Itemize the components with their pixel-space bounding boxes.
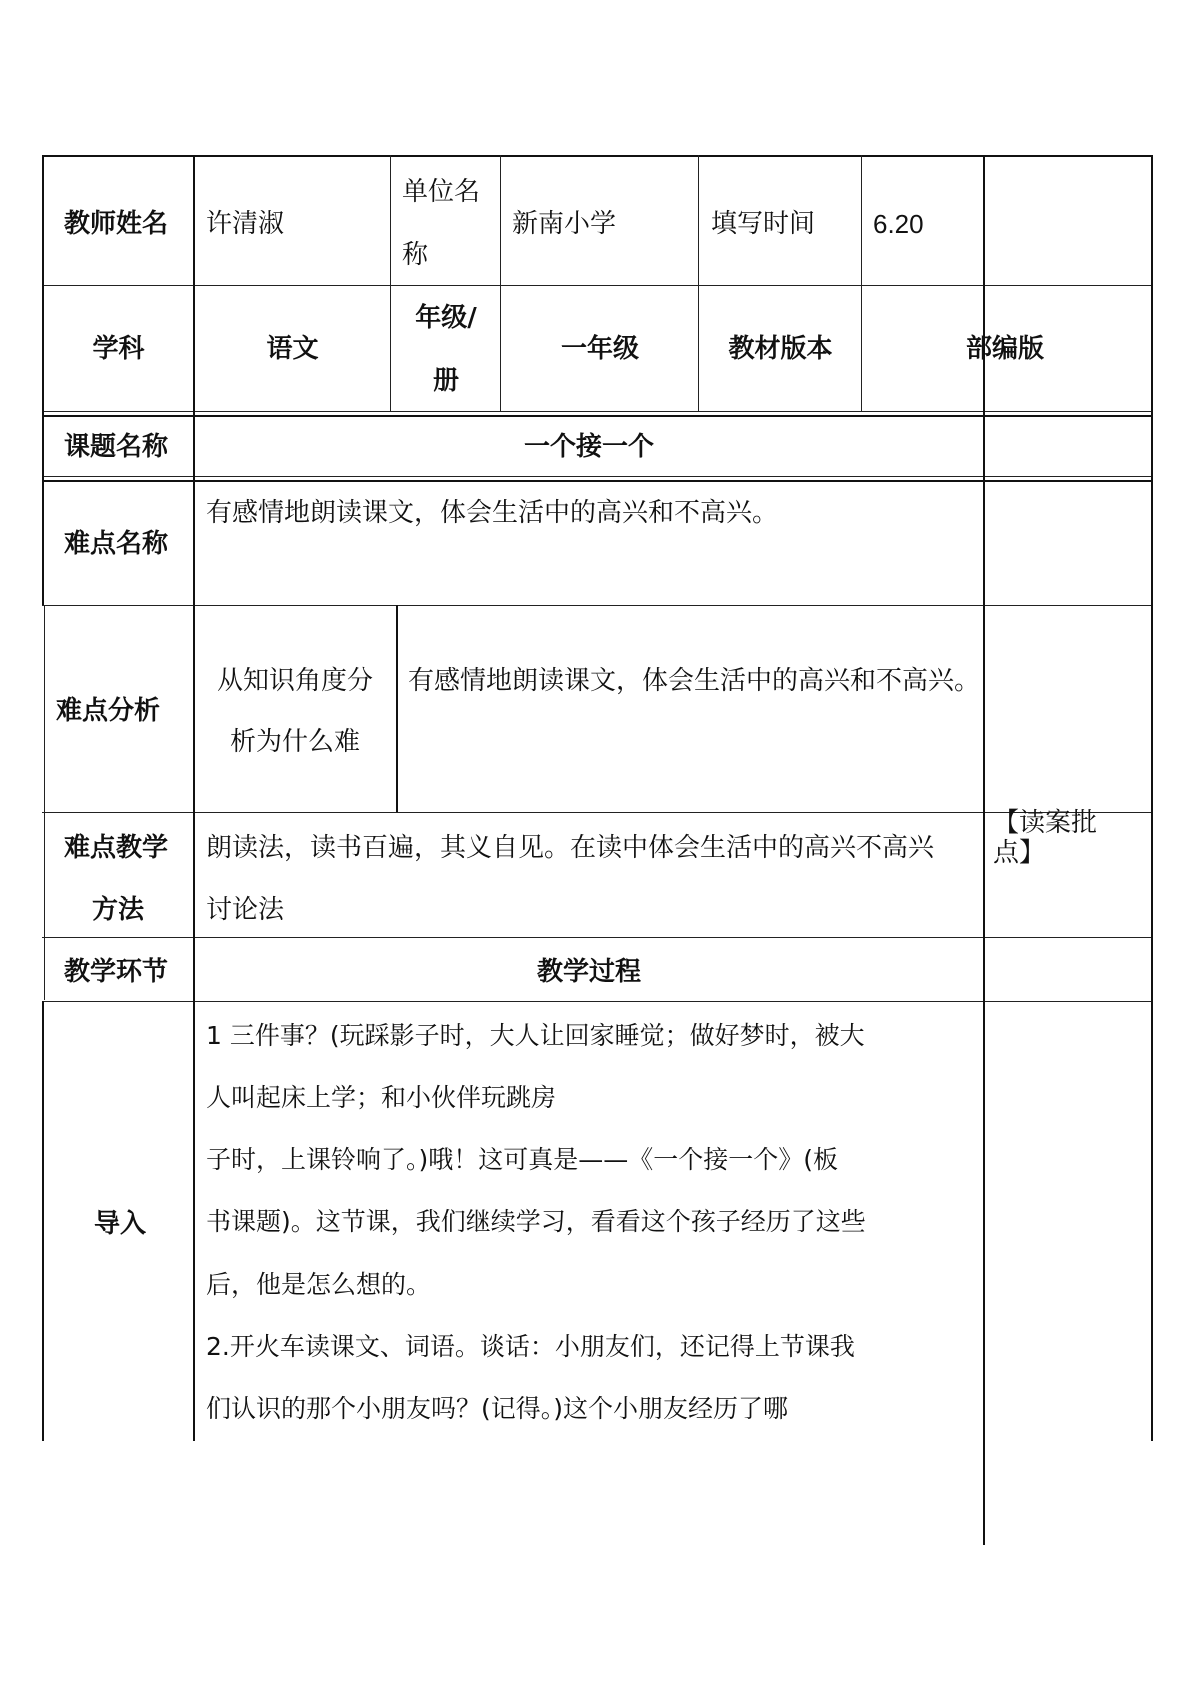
difficulty-value: 有感情地朗读课文，体会生活中的高兴和不高兴。 [206, 498, 779, 528]
unit-name-value: 新南小学 [512, 209, 617, 239]
intro-line: 1 三件事？(玩踩影子时，大人让回家睡觉；做好梦时，被大 [206, 1021, 865, 1050]
subject-value: 语文 [266, 334, 319, 364]
intro-line: 们认识的那个小朋友吗？(记得。)这个小朋友经历了哪 [206, 1394, 789, 1423]
row-divider-8 [42, 937, 1152, 938]
edition-label: 教材版本 [728, 334, 833, 364]
method-note-line2: 点】 [993, 838, 1046, 868]
intro-line: 人叫起床上学；和小伙伴玩跳房 [206, 1083, 557, 1112]
fill-date-label: 填写时间 [711, 209, 816, 239]
difficulty-label: 难点名称 [64, 529, 169, 559]
grade-label-line1: 年级/ [415, 303, 477, 333]
teacher-name-value: 许清淑 [206, 209, 285, 239]
table-left-border-bottom [42, 1001, 44, 1441]
analysis-sublabel-line2: 析为什么难 [229, 727, 360, 757]
fill-date-value: 6.20 [873, 209, 924, 239]
lesson-title-value: 一个接一个 [523, 432, 654, 462]
row-divider-9 [42, 1001, 1152, 1002]
row-divider-7 [42, 812, 1152, 813]
subject-label: 学科 [92, 334, 145, 364]
grade-value: 一年级 [560, 334, 639, 364]
col-divider-5 [861, 155, 862, 411]
teaching-stage-label: 教学环节 [64, 957, 169, 987]
teaching-process-label: 教学过程 [536, 957, 641, 987]
analysis-value: 有感情地朗读课文，体会生活中的高兴和不高兴。 [408, 666, 981, 696]
intro-line: 子时，上课铃响了。)哦！这可真是——《一个接一个》(板 [206, 1145, 839, 1174]
table-left-border [42, 155, 44, 605]
unit-name-label-line1: 单位名 [402, 177, 481, 207]
analysis-sublabel-line1: 从知识角度分 [216, 666, 373, 696]
row-divider-1 [42, 285, 1152, 286]
row-divider-2 [42, 411, 1152, 412]
table-right-border [1151, 155, 1153, 1441]
row-divider-4 [42, 476, 1152, 477]
col-divider-3 [500, 155, 501, 411]
method-label-line2: 方法 [92, 895, 145, 925]
method-line2: 讨论法 [206, 895, 285, 925]
unit-name-label-line2: 称 [402, 240, 429, 270]
analysis-label: 难点分析 [56, 696, 161, 726]
lesson-title-label: 课题名称 [64, 432, 169, 462]
method-note-line1: 【读案批 [993, 808, 1098, 838]
teacher-name-label: 教师姓名 [64, 209, 169, 239]
intro-label: 导入 [94, 1209, 147, 1239]
grade-label-line2: 册 [432, 366, 459, 396]
col-divider-4 [698, 155, 699, 411]
method-line1: 朗读法，读书百遍，其义自见。在读中体会生活中的高兴不高兴 [206, 833, 935, 863]
intro-line: 书课题)。这节课，我们继续学习，看看这个孩子经历了这些 [206, 1207, 866, 1236]
row-divider-5 [42, 480, 1152, 482]
edition-value: 部编版 [966, 334, 1045, 364]
col-divider-analysis [396, 605, 398, 812]
method-label-line1: 难点教学 [64, 833, 169, 863]
table-left-border-lower [44, 605, 45, 1000]
intro-line: 2.开火车读课文、词语。谈话：小朋友们，还记得上节课我 [206, 1332, 855, 1361]
row-divider-3 [42, 415, 1152, 417]
row-divider-6 [42, 605, 1152, 606]
table-top-border [42, 155, 1152, 157]
col-divider-2 [390, 155, 391, 411]
intro-line: 后，他是怎么想的。 [206, 1270, 432, 1299]
